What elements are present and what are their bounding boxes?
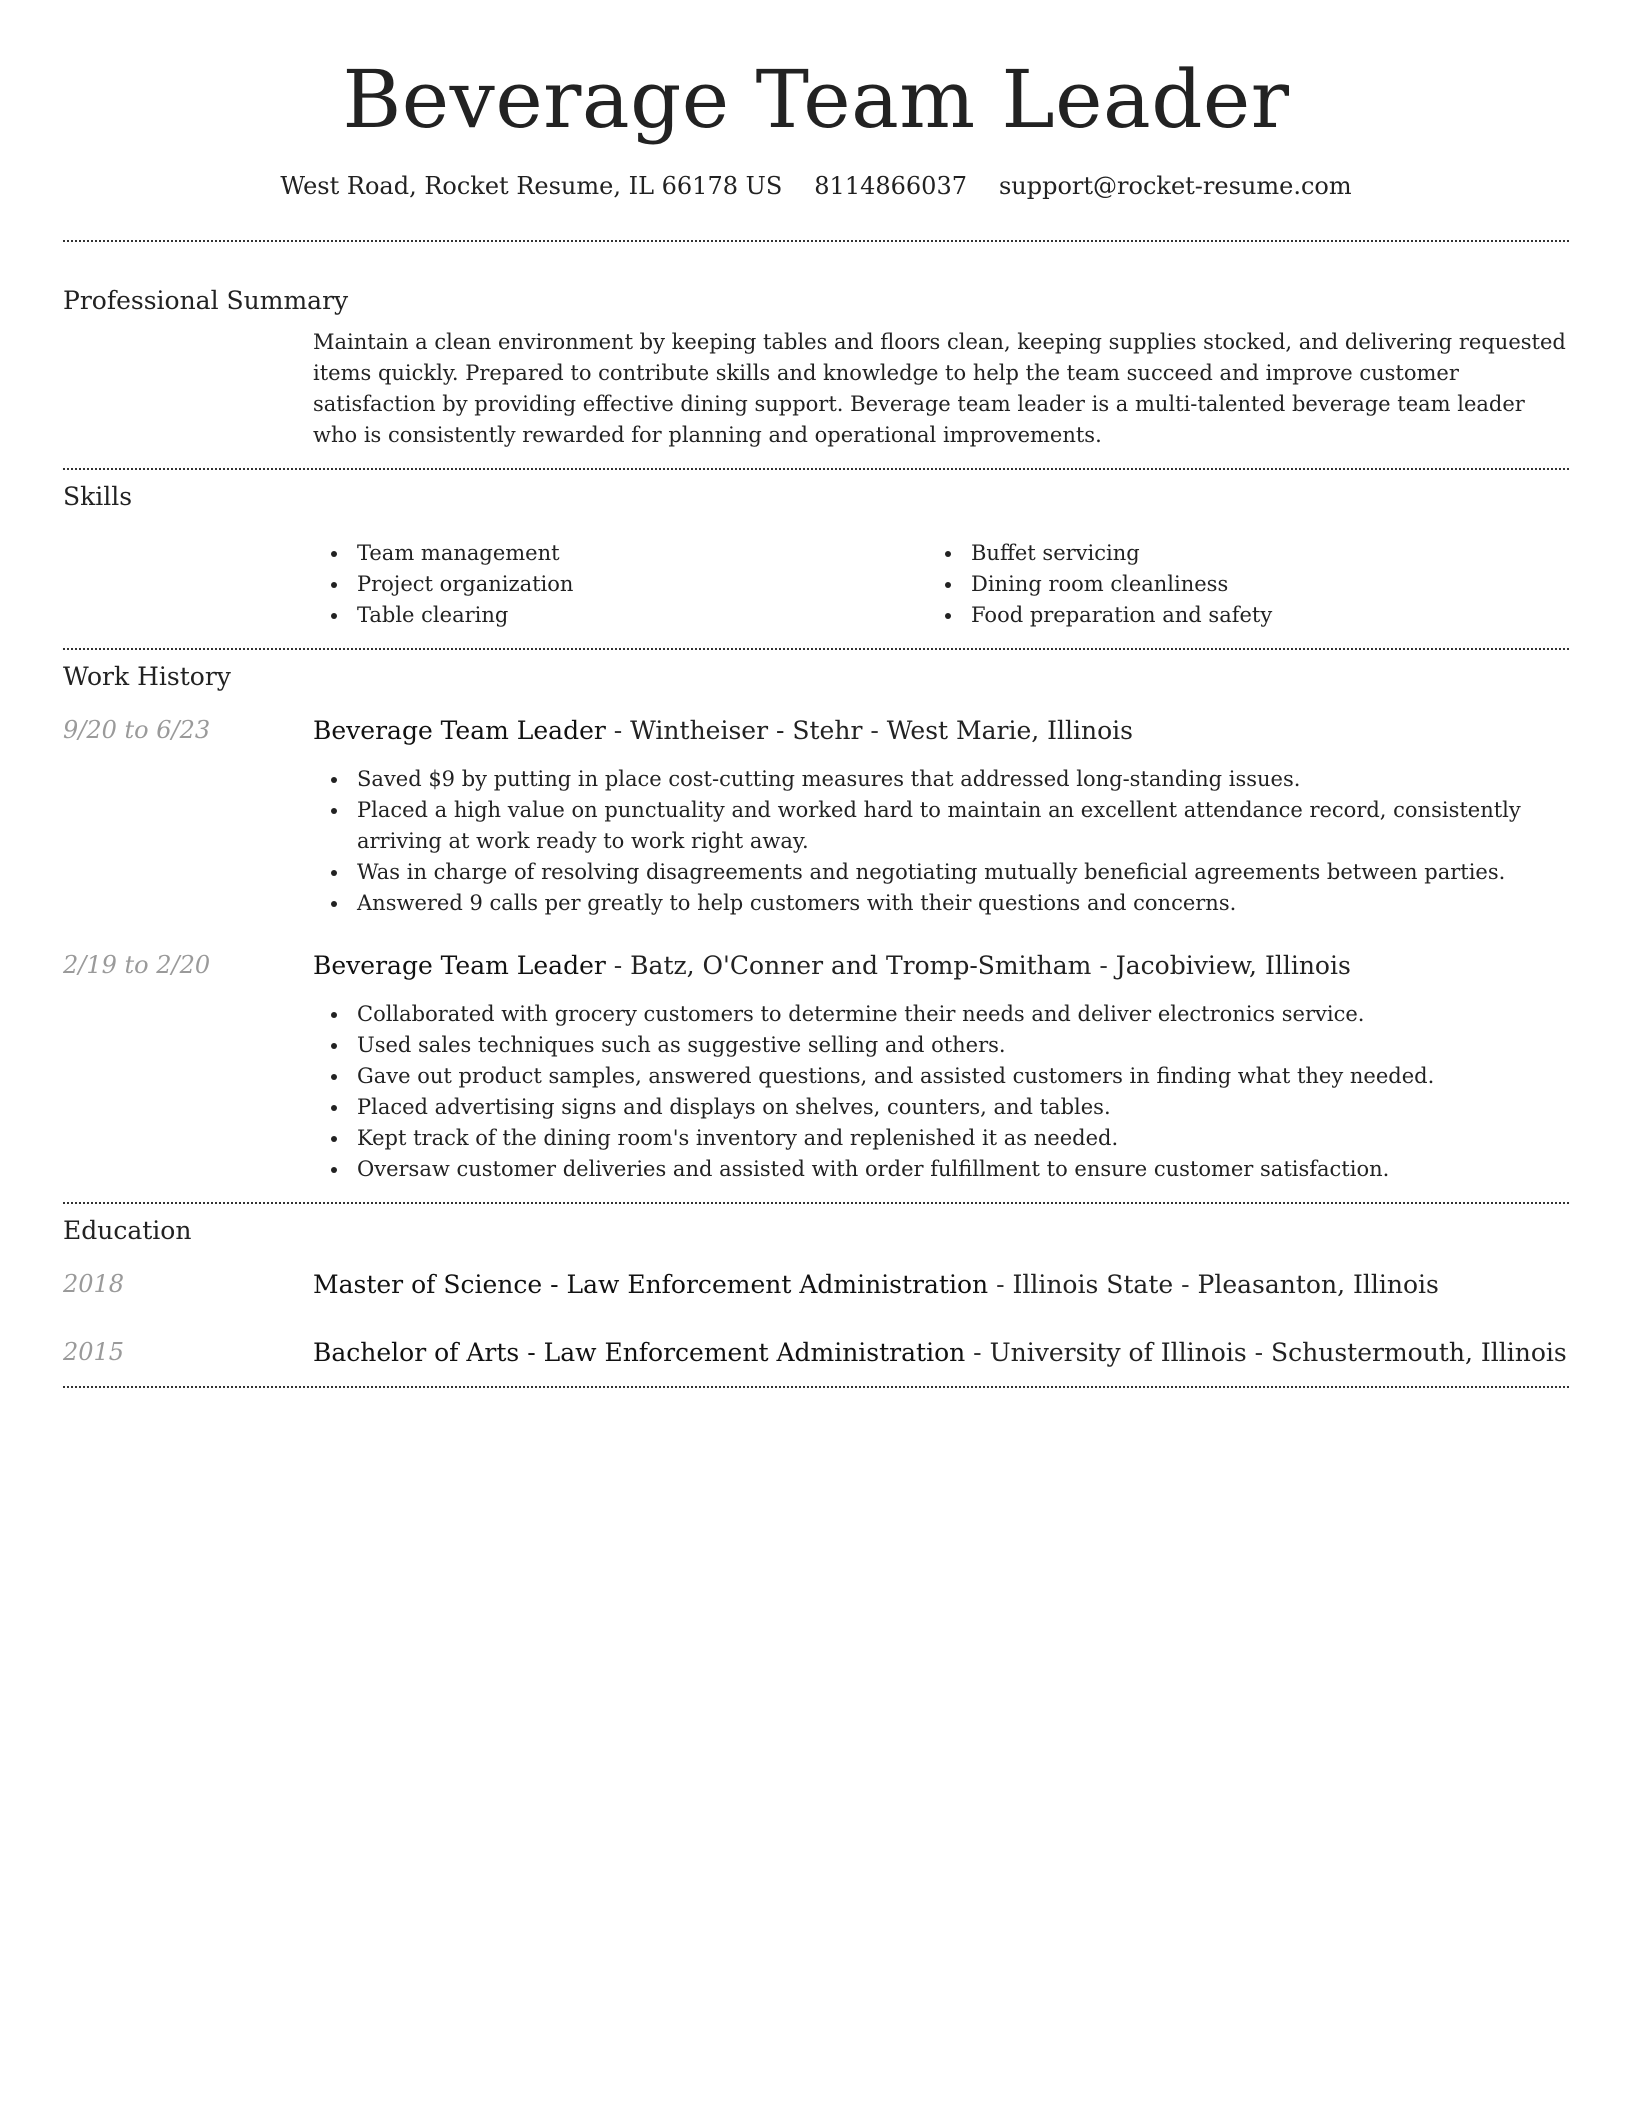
job-role: Beverage Team Leader [313, 951, 606, 980]
skill-item: Food preparation and safety [927, 600, 1541, 631]
job-bullet: Oversaw customer deliveries and assisted with order fulfillment to ensure customer satisfaction. [313, 1154, 1569, 1185]
job-dates: 2/19 to 2/20 [63, 951, 211, 979]
job-bullet: Gave out product samples, answered questions, and assisted customers in finding what they needed. [313, 1061, 1569, 1092]
section-title-work: Work History [63, 662, 231, 691]
job-entry [63, 953, 1569, 1202]
section-title-summary: Professional Summary [63, 286, 349, 315]
skill-item: Dining room cleanliness [927, 569, 1541, 600]
job-company: Wintheiser - Stehr [630, 716, 863, 745]
summary-text: Maintain a clean environment by keeping tables and floors clean, keeping supplies stocked, and delivering requested items quickly. Prepared to contribute skills and knowledge to help the team succeed and improve customer satisfaction by providing effective dining support. Beverage team leader is a multi-talented beverage team leader who is consistently rewarded for planning and operational improvements. [313, 330, 1566, 447]
job-location: West Marie, Illinois [886, 716, 1134, 745]
job-entry [63, 718, 1569, 953]
skill-item: Buffet servicing [927, 538, 1541, 569]
contact-info [63, 150, 1569, 240]
education-year: 2018 [63, 1270, 125, 1298]
section-title-education: Education [63, 1216, 192, 1245]
job-title: Beverage Team Leader - Batz, O'Conner and Tromp-Smitham - Jacobiview, Illinois [313, 951, 1351, 980]
divider [63, 1386, 1569, 1388]
job-dates: 9/20 to 6/23 [63, 716, 211, 744]
education-degree: Master of Science - Law Enforcement Administration [313, 1270, 989, 1299]
education-school: University of Illinois [989, 1338, 1247, 1367]
education-section [63, 1204, 1569, 1386]
phone: 8114866037 [814, 172, 967, 200]
email: support@rocket-resume.com [998, 172, 1352, 200]
job-role: Beverage Team Leader [313, 716, 606, 745]
summary-section [63, 242, 1569, 468]
skills-list-right [927, 538, 1541, 631]
job-bullets [313, 999, 1569, 1185]
job-bullets [313, 764, 1569, 919]
job-bullet: Collaborated with grocery customers to determine their needs and deliver electronics service. [313, 999, 1569, 1030]
address: West Road, Rocket Resume, IL 66178 US [280, 172, 783, 200]
education-entry: 2015 Bachelor of Arts - Law Enforcement Administration - University of Illinois - Schustermouth, Illinois [63, 1340, 1569, 1386]
job-bullet: Used sales techniques such as suggestive selling and others. [313, 1030, 1569, 1061]
education-location: Pleasanton, Illinois [1197, 1270, 1439, 1299]
skills-list-left [313, 538, 927, 631]
education-school: Illinois State [1012, 1270, 1174, 1299]
job-company: Batz, O'Conner and Tromp-Smitham [630, 951, 1092, 980]
job-location: Jacobiview, Illinois [1115, 951, 1351, 980]
job-bullet: Kept track of the dining room's inventory and replenished it as needed. [313, 1123, 1569, 1154]
skill-item: Table clearing [313, 600, 927, 631]
job-title: Beverage Team Leader - Wintheiser - Stehr - West Marie, Illinois [313, 716, 1134, 745]
section-title-skills: Skills [63, 482, 133, 511]
work-history-section [63, 650, 1569, 1202]
skills-section [63, 470, 1569, 648]
job-bullet: Placed advertising signs and displays on shelves, counters, and tables. [313, 1092, 1569, 1123]
job-bullet: Was in charge of resolving disagreements and negotiating mutually beneficial agreements between parties. [313, 857, 1569, 888]
job-bullet: Answered 9 calls per greatly to help customers with their questions and concerns. [313, 888, 1569, 919]
job-bullet: Placed a high value on punctuality and worked hard to maintain an excellent attendance record, consistently arriving at work ready to work right away. [313, 795, 1569, 857]
education-degree: Bachelor of Arts - Law Enforcement Administration [313, 1338, 966, 1367]
candidate-name: Beverage Team Leader [342, 53, 1290, 146]
skill-item: Team management [313, 538, 927, 569]
skill-item: Project organization [313, 569, 927, 600]
education-location: Schustermouth, Illinois [1271, 1338, 1567, 1367]
education-year: 2015 [63, 1338, 125, 1366]
education-entry: 2018 Master of Science - Law Enforcement Administration - Illinois State - Pleasanton, Illinois [63, 1272, 1569, 1340]
job-bullet: Saved $9 by putting in place cost-cutting measures that addressed long-standing issues. [313, 764, 1569, 795]
